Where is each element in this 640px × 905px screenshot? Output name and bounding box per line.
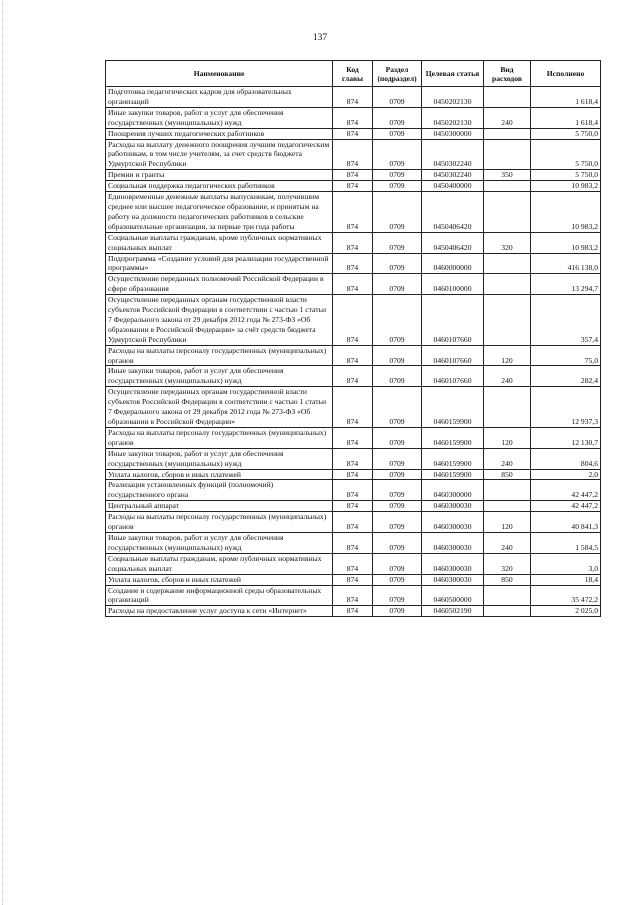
name-cell: Осуществление переданных органам государственной власти субъектов Российской Федерации в соответствии с частью 1 статьи 7 Федерального закона от 29 декабря 2012 года № 273-ФЗ «Об образовании в Российской Федерации» за счёт средств бюджета Удмуртской Республики [106, 295, 333, 346]
section-cell: 0709 [373, 606, 422, 617]
header-article: Целевая статья [422, 61, 484, 87]
section-cell: 0709 [373, 512, 422, 533]
type-cell [484, 274, 531, 295]
table-row [106, 128, 601, 139]
executed-cell: 1 584,5 [531, 532, 601, 553]
type-cell: 350 [484, 170, 531, 181]
executed-cell: 5 750,0 [531, 170, 601, 181]
type-cell: 120 [484, 345, 531, 366]
section-cell: 0709 [373, 170, 422, 181]
table-row [106, 345, 601, 366]
table-row [106, 574, 601, 585]
article-cell: 0460300030 [422, 574, 484, 585]
executed-cell: 2 025,0 [531, 606, 601, 617]
name-cell: Поощрения лучших педагогических работников [106, 128, 333, 139]
executed-cell: 2,0 [531, 469, 601, 480]
section-cell: 0709 [373, 574, 422, 585]
name-cell: Иные закупки товаров, работ и услуг для обеспечения государственных (муниципальных) нужд [106, 532, 333, 553]
table-row [106, 387, 601, 428]
article-cell: 0460100000 [422, 274, 484, 295]
code-cell: 874 [333, 139, 373, 170]
section-cell: 0709 [373, 553, 422, 574]
code-cell: 874 [333, 512, 373, 533]
type-cell [484, 387, 531, 428]
code-cell: 874 [333, 606, 373, 617]
article-cell: 0450302240 [422, 139, 484, 170]
table-row [106, 427, 601, 448]
table-row [106, 107, 601, 128]
type-cell [484, 585, 531, 606]
type-cell: 850 [484, 574, 531, 585]
section-cell: 0709 [373, 345, 422, 366]
type-cell: 240 [484, 107, 531, 128]
executed-cell: 5 750,0 [531, 139, 601, 170]
name-cell: Иные закупки товаров, работ и услуг для обеспечения государственных (муниципальных) нужд [106, 107, 333, 128]
article-cell: 0460107660 [422, 295, 484, 346]
executed-cell: 40 841,3 [531, 512, 601, 533]
code-cell: 874 [333, 480, 373, 501]
section-cell: 0709 [373, 480, 422, 501]
executed-cell: 13 294,7 [531, 274, 601, 295]
name-cell: Расходы на выплаты персоналу государственных (муниципальных) органов [106, 512, 333, 533]
name-cell: Премии и гранты [106, 170, 333, 181]
name-cell: Расходы на выплаты персоналу государственных (муниципальных) органов [106, 345, 333, 366]
type-cell: 240 [484, 366, 531, 387]
article-cell: 0460159900 [422, 469, 484, 480]
executed-cell: 12 937,3 [531, 387, 601, 428]
page-number: 137 [312, 33, 328, 43]
section-cell: 0709 [373, 253, 422, 274]
type-cell: 320 [484, 232, 531, 253]
type-cell [484, 606, 531, 617]
code-cell: 874 [333, 128, 373, 139]
type-cell: 240 [484, 448, 531, 469]
name-cell: Создание и содержание информационной среды образовательных организаций [106, 585, 333, 606]
type-cell [484, 181, 531, 192]
executed-cell: 42 447,2 [531, 480, 601, 501]
header-section: Раздел (подраздел) [373, 61, 422, 87]
article-cell: 0450300000 [422, 128, 484, 139]
section-cell: 0709 [373, 192, 422, 233]
article-cell: 0460300030 [422, 512, 484, 533]
table-body [106, 87, 601, 617]
executed-cell: 804,6 [531, 448, 601, 469]
table-row [106, 192, 601, 233]
name-cell: Социальные выплаты гражданам, кроме публичных нормативных социальных выплат [106, 232, 333, 253]
executed-cell: 5 750,0 [531, 128, 601, 139]
type-cell [484, 139, 531, 170]
table-row [106, 501, 601, 512]
type-cell: 120 [484, 427, 531, 448]
table-row [106, 139, 601, 170]
executed-cell: 10 983,2 [531, 192, 601, 233]
article-cell: 0460159900 [422, 387, 484, 428]
section-cell: 0709 [373, 274, 422, 295]
type-cell [484, 253, 531, 274]
executed-cell: 10 983,2 [531, 232, 601, 253]
name-cell: Уплата налогов, сборов и иных платежей [106, 574, 333, 585]
name-cell: Расходы на предоставление услуг доступа к сети «Интернет» [106, 606, 333, 617]
header-code: Код главы [333, 61, 373, 87]
article-cell: 0460300030 [422, 501, 484, 512]
code-cell: 874 [333, 448, 373, 469]
article-cell: 0450400000 [422, 181, 484, 192]
section-cell: 0709 [373, 366, 422, 387]
section-cell: 0709 [373, 501, 422, 512]
code-cell: 874 [333, 366, 373, 387]
table-row [106, 232, 601, 253]
type-cell [484, 128, 531, 139]
table-row [106, 448, 601, 469]
type-cell [484, 295, 531, 346]
name-cell: Центральный аппарат [106, 501, 333, 512]
name-cell: Осуществление переданных органам государственной власти субъектов Российской Федерации в соответствии с частью 1 статьи 7 Федерального закона от 29 декабря 2012 года № 273-ФЗ «Об образовании в Российской Федерации» [106, 387, 333, 428]
type-cell: 120 [484, 512, 531, 533]
executed-cell: 42 447,2 [531, 501, 601, 512]
article-cell: 0460159900 [422, 448, 484, 469]
table-header-row [106, 61, 601, 87]
type-cell: 240 [484, 532, 531, 553]
budget-table [105, 60, 601, 617]
name-cell: Подпрограмма «Создание условий для реализации государственной программы» [106, 253, 333, 274]
section-cell: 0709 [373, 469, 422, 480]
table-row [106, 253, 601, 274]
code-cell: 874 [333, 87, 373, 108]
type-cell: 320 [484, 553, 531, 574]
table-row [106, 295, 601, 346]
code-cell: 874 [333, 192, 373, 233]
section-cell: 0709 [373, 128, 422, 139]
table-row [106, 553, 601, 574]
section-cell: 0709 [373, 295, 422, 346]
name-cell: Подготовка педагогических кадров для образовательных организаций [106, 87, 333, 108]
executed-cell: 12 130,7 [531, 427, 601, 448]
article-cell: 0450202130 [422, 107, 484, 128]
article-cell: 0460159900 [422, 427, 484, 448]
code-cell: 874 [333, 427, 373, 448]
code-cell: 874 [333, 387, 373, 428]
section-cell: 0709 [373, 107, 422, 128]
article-cell: 0460300030 [422, 553, 484, 574]
article-cell: 0460300030 [422, 532, 484, 553]
table-row [106, 366, 601, 387]
code-cell: 874 [333, 274, 373, 295]
type-cell [484, 192, 531, 233]
article-cell: 0450202130 [422, 87, 484, 108]
executed-cell: 10 983,2 [531, 181, 601, 192]
article-cell: 0460300000 [422, 480, 484, 501]
section-cell: 0709 [373, 387, 422, 428]
code-cell: 874 [333, 501, 373, 512]
section-cell: 0709 [373, 448, 422, 469]
code-cell: 874 [333, 181, 373, 192]
code-cell: 874 [333, 574, 373, 585]
table-row [106, 170, 601, 181]
executed-cell: 282,4 [531, 366, 601, 387]
name-cell: Расходы на выплаты персоналу государственных (муниципальных) органов [106, 427, 333, 448]
code-cell: 874 [333, 170, 373, 181]
code-cell: 874 [333, 232, 373, 253]
table-row [106, 512, 601, 533]
article-cell: 0460107660 [422, 345, 484, 366]
section-cell: 0709 [373, 87, 422, 108]
type-cell: 850 [484, 469, 531, 480]
executed-cell: 18,4 [531, 574, 601, 585]
name-cell: Расходы на выплату денежного поощрения лучшим педагогическим работникам, в том числе учителям, за счет средств бюджета Удмуртской Республики [106, 139, 333, 170]
executed-cell: 35 472,2 [531, 585, 601, 606]
code-cell: 874 [333, 469, 373, 480]
scan-edge-marks [2, 0, 5, 905]
code-cell: 874 [333, 107, 373, 128]
article-cell: 0450406420 [422, 192, 484, 233]
name-cell: Иные закупки товаров, работ и услуг для обеспечения государственных (муниципальных) нужд [106, 366, 333, 387]
executed-cell: 3,0 [531, 553, 601, 574]
type-cell [484, 501, 531, 512]
section-cell: 0709 [373, 532, 422, 553]
table-row [106, 181, 601, 192]
article-cell: 0450406420 [422, 232, 484, 253]
table-row [106, 480, 601, 501]
article-cell: 0460000000 [422, 253, 484, 274]
table-row [106, 606, 601, 617]
section-cell: 0709 [373, 139, 422, 170]
code-cell: 874 [333, 585, 373, 606]
name-cell: Осуществление переданных полномочий Российской Федерации в сфере образования [106, 274, 333, 295]
table-row [106, 274, 601, 295]
table-row [106, 532, 601, 553]
code-cell: 874 [333, 345, 373, 366]
table-row [106, 585, 601, 606]
article-cell: 0460502190 [422, 606, 484, 617]
section-cell: 0709 [373, 585, 422, 606]
executed-cell: 357,4 [531, 295, 601, 346]
table-row [106, 87, 601, 108]
code-cell: 874 [333, 295, 373, 346]
name-cell: Социальные выплаты гражданам, кроме публичных нормативных социальных выплат [106, 553, 333, 574]
article-cell: 0460107660 [422, 366, 484, 387]
header-executed: Исполнено [531, 61, 601, 87]
name-cell: Иные закупки товаров, работ и услуг для обеспечения государственных (муниципальных) нужд [106, 448, 333, 469]
name-cell: Единовременные денежные выплаты выпускникам, получившим среднее или высшее педагогическое образование, и принятым на работу на должности педагогических работников в сельские образовательные организации, за первые три года работы [106, 192, 333, 233]
header-name: Наименование [106, 61, 333, 87]
name-cell: Социальная поддержка педагогических работников [106, 181, 333, 192]
executed-cell: 75,0 [531, 345, 601, 366]
code-cell: 874 [333, 553, 373, 574]
executed-cell: 416 138,0 [531, 253, 601, 274]
name-cell: Уплата налогов, сборов и иных платежей [106, 469, 333, 480]
section-cell: 0709 [373, 181, 422, 192]
table-row [106, 469, 601, 480]
article-cell: 0450302240 [422, 170, 484, 181]
header-type: Вид расходов [484, 61, 531, 87]
executed-cell: 1 618,4 [531, 87, 601, 108]
code-cell: 874 [333, 253, 373, 274]
executed-cell: 1 618,4 [531, 107, 601, 128]
article-cell: 0460500000 [422, 585, 484, 606]
section-cell: 0709 [373, 232, 422, 253]
section-cell: 0709 [373, 427, 422, 448]
type-cell [484, 480, 531, 501]
code-cell: 874 [333, 532, 373, 553]
name-cell: Реализация установленных функций (полномочий) государственного органа [106, 480, 333, 501]
type-cell [484, 87, 531, 108]
